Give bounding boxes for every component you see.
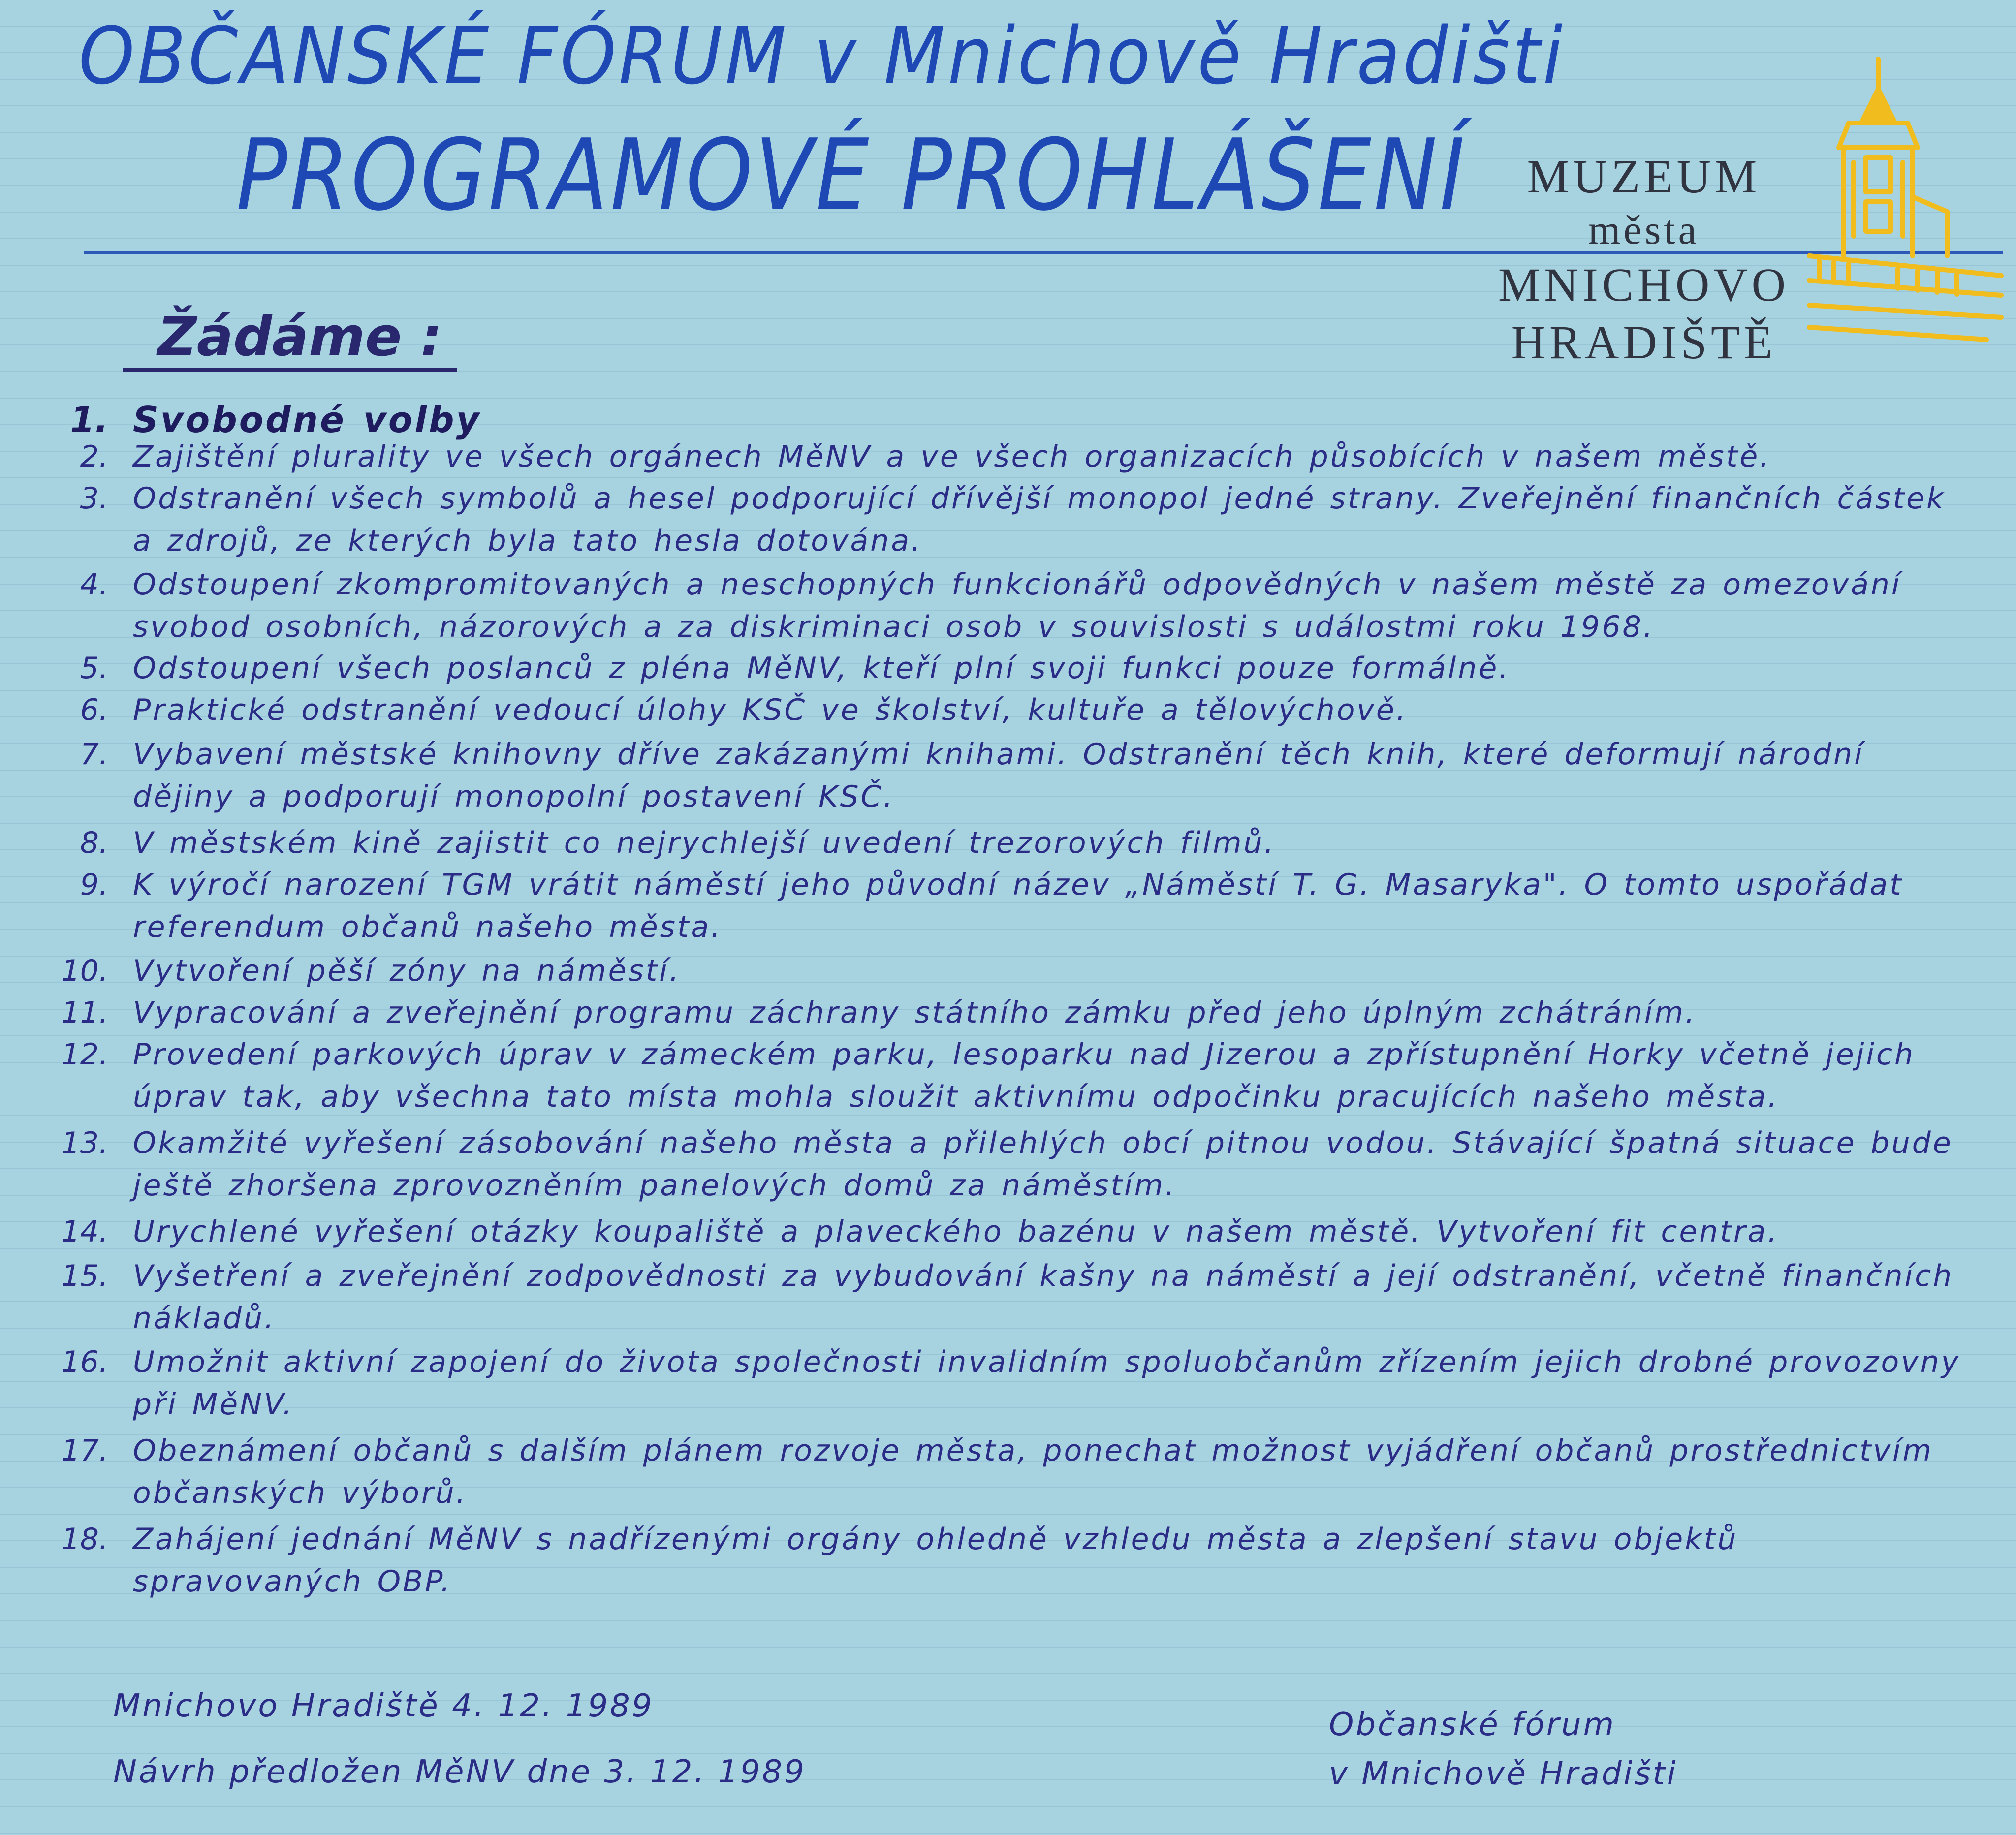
demand-item bbox=[20, 1255, 1979, 1339]
demand-text: Odstoupení zkompromitovaných a neschopných funkcionářů odpovědných v našem městě za omezování svobod osobních, názorových a za diskriminaci osob v souvislosti s událostmi roku 1968. bbox=[133, 567, 1902, 644]
header-title-line2: PROGRAMOVÉ PROHLÁŠENÍ bbox=[236, 118, 1467, 233]
footer-left bbox=[113, 1688, 806, 1820]
demand-text: Svobodné volby bbox=[133, 399, 481, 440]
demand-number: 15. bbox=[61, 1259, 108, 1293]
submitted-note: Návrh předložen MěNV dne 3. 12. 1989 bbox=[113, 1754, 806, 1790]
demand-text: Vytvoření pěší zóny na náměstí. bbox=[133, 954, 681, 988]
signature-line2: v Mnichově Hradišti bbox=[1329, 1756, 1678, 1792]
logo-line-mnichovo: MNICHOVO bbox=[1498, 258, 1790, 311]
demand-text: Okamžité vyřešení zásobování našeho města a přilehlých obcí pitnou vodou. Stávající špatná situace bude ještě zhoršena zprovozněním panelových domů za náměstím. bbox=[133, 1126, 1953, 1203]
logo-line-hradiste: HRADIŠTĚ bbox=[1511, 315, 1777, 369]
demand-number: 4. bbox=[80, 567, 108, 602]
demand-item bbox=[20, 563, 1979, 648]
section-heading: Žádáme : bbox=[123, 305, 457, 372]
demand-item bbox=[20, 1122, 1979, 1207]
place-date: Mnichovo Hradiště 4. 12. 1989 bbox=[113, 1688, 654, 1724]
demand-number: 3. bbox=[80, 481, 108, 516]
demand-item bbox=[20, 1341, 1979, 1426]
demand-text: Vybavení městské knihovny dříve zakázanými knihami. Odstranění těch knih, které deformují národní dějiny a podporují monopolní postavení KSČ. bbox=[133, 737, 1864, 814]
demand-item bbox=[20, 689, 1979, 731]
demand-item bbox=[20, 733, 1979, 818]
demand-number: 9. bbox=[80, 868, 108, 902]
demand-item bbox=[20, 822, 1979, 864]
header-title-line1: OBČANSKÉ FÓRUM v Mnichově Hradišti bbox=[79, 10, 1566, 102]
signature-block bbox=[1329, 1700, 1678, 1799]
demand-text: Praktické odstranění vedoucí úlohy KSČ ve školství, kultuře a tělovýchově. bbox=[133, 693, 1408, 727]
demand-number: 13. bbox=[61, 1126, 108, 1160]
demand-number: 2. bbox=[80, 439, 108, 474]
demand-item bbox=[20, 399, 1979, 441]
logo-line-muzeum: MUZEUM bbox=[1527, 150, 1761, 203]
demand-text: Obeznámení občanů s dalším plánem rozvoje města, ponechat možnost vyjádření občanů prostřednictvím občanských výborů. bbox=[133, 1433, 1934, 1510]
demand-number: 1. bbox=[70, 399, 108, 440]
demand-item bbox=[20, 950, 1979, 992]
demand-number: 7. bbox=[80, 737, 108, 772]
tower-icon bbox=[1799, 49, 2006, 349]
demand-item bbox=[20, 1430, 1979, 1514]
demand-item bbox=[20, 992, 1979, 1034]
demand-text: V městském kině zajistit co nejrychlejší uvedení trezorových filmů. bbox=[133, 826, 1276, 860]
demand-item bbox=[20, 435, 1979, 478]
demand-text: Umožnit aktivní zapojení do života společnosti invalidním spoluobčanům zřízením jejich drobné provozovny při MěNV. bbox=[133, 1345, 1961, 1422]
demand-number: 11. bbox=[61, 995, 108, 1030]
demand-text: Urychlené vyřešení otázky koupaliště a plaveckého bazénu v našem městě. Vytvoření fit centra. bbox=[133, 1214, 1779, 1249]
demand-text: Provedení parkových úprav v zámeckém parku, lesoparku nad Jizerou a zpřístupnění Horky včetně jejich úprav tak, aby všechna tato místa mohla sloužit aktivnímu odpočinku pracujících našeho města. bbox=[133, 1037, 1915, 1114]
demand-number: 17. bbox=[61, 1433, 108, 1468]
demand-item bbox=[20, 1211, 1979, 1253]
demand-text: K výročí narození TGM vrátit náměstí jeho původní název „Náměstí T. G. Masaryka". O tomto uspořádat referendum občanů našeho města. bbox=[133, 868, 1903, 944]
logo-line-mesta: města bbox=[1588, 207, 1700, 253]
demand-text: Vypracování a zveřejnění programu záchrany státního zámku před jeho úplným zchátráním. bbox=[133, 995, 1697, 1030]
demand-text: Zahájení jednání MěNV s nadřízenými orgány ohledně vzhledu města a zlepšení stavu objektů spravovaných OBP. bbox=[133, 1522, 1738, 1599]
demand-number: 18. bbox=[61, 1522, 108, 1556]
demand-item bbox=[20, 864, 1979, 948]
demand-text: Odstoupení všech poslanců z pléna MěNV, kteří plní svoji funkci pouze formálně. bbox=[133, 651, 1511, 685]
demand-text: Zajištění plurality ve všech orgánech MěNV a ve všech organizacích působících v našem městě. bbox=[133, 439, 1771, 474]
demand-item bbox=[20, 477, 1979, 562]
demand-number: 16. bbox=[61, 1345, 108, 1379]
signature-line1: Občanské fórum bbox=[1329, 1707, 1616, 1743]
demand-item bbox=[20, 1033, 1979, 1118]
demand-number: 5. bbox=[80, 651, 108, 685]
demand-number: 6. bbox=[80, 693, 108, 727]
demand-number: 10. bbox=[61, 954, 108, 988]
demand-number: 14. bbox=[61, 1214, 108, 1249]
demand-text: Odstranění všech symbolů a hesel podporující dřívější monopol jedné strany. Zveřejnění finančních částek a zdrojů, ze kterých byla tato hesla dotována. bbox=[133, 481, 1946, 558]
demand-item bbox=[20, 1518, 1979, 1603]
demand-text: Vyšetření a zveřejnění zodpovědnosti za vybudování kašny na náměstí a její odstranění, včetně finančních nákladů. bbox=[133, 1259, 1954, 1336]
demand-item bbox=[20, 647, 1979, 689]
museum-logo-text bbox=[1498, 148, 1790, 371]
demand-number: 12. bbox=[61, 1037, 108, 1072]
demand-number: 8. bbox=[80, 826, 108, 860]
